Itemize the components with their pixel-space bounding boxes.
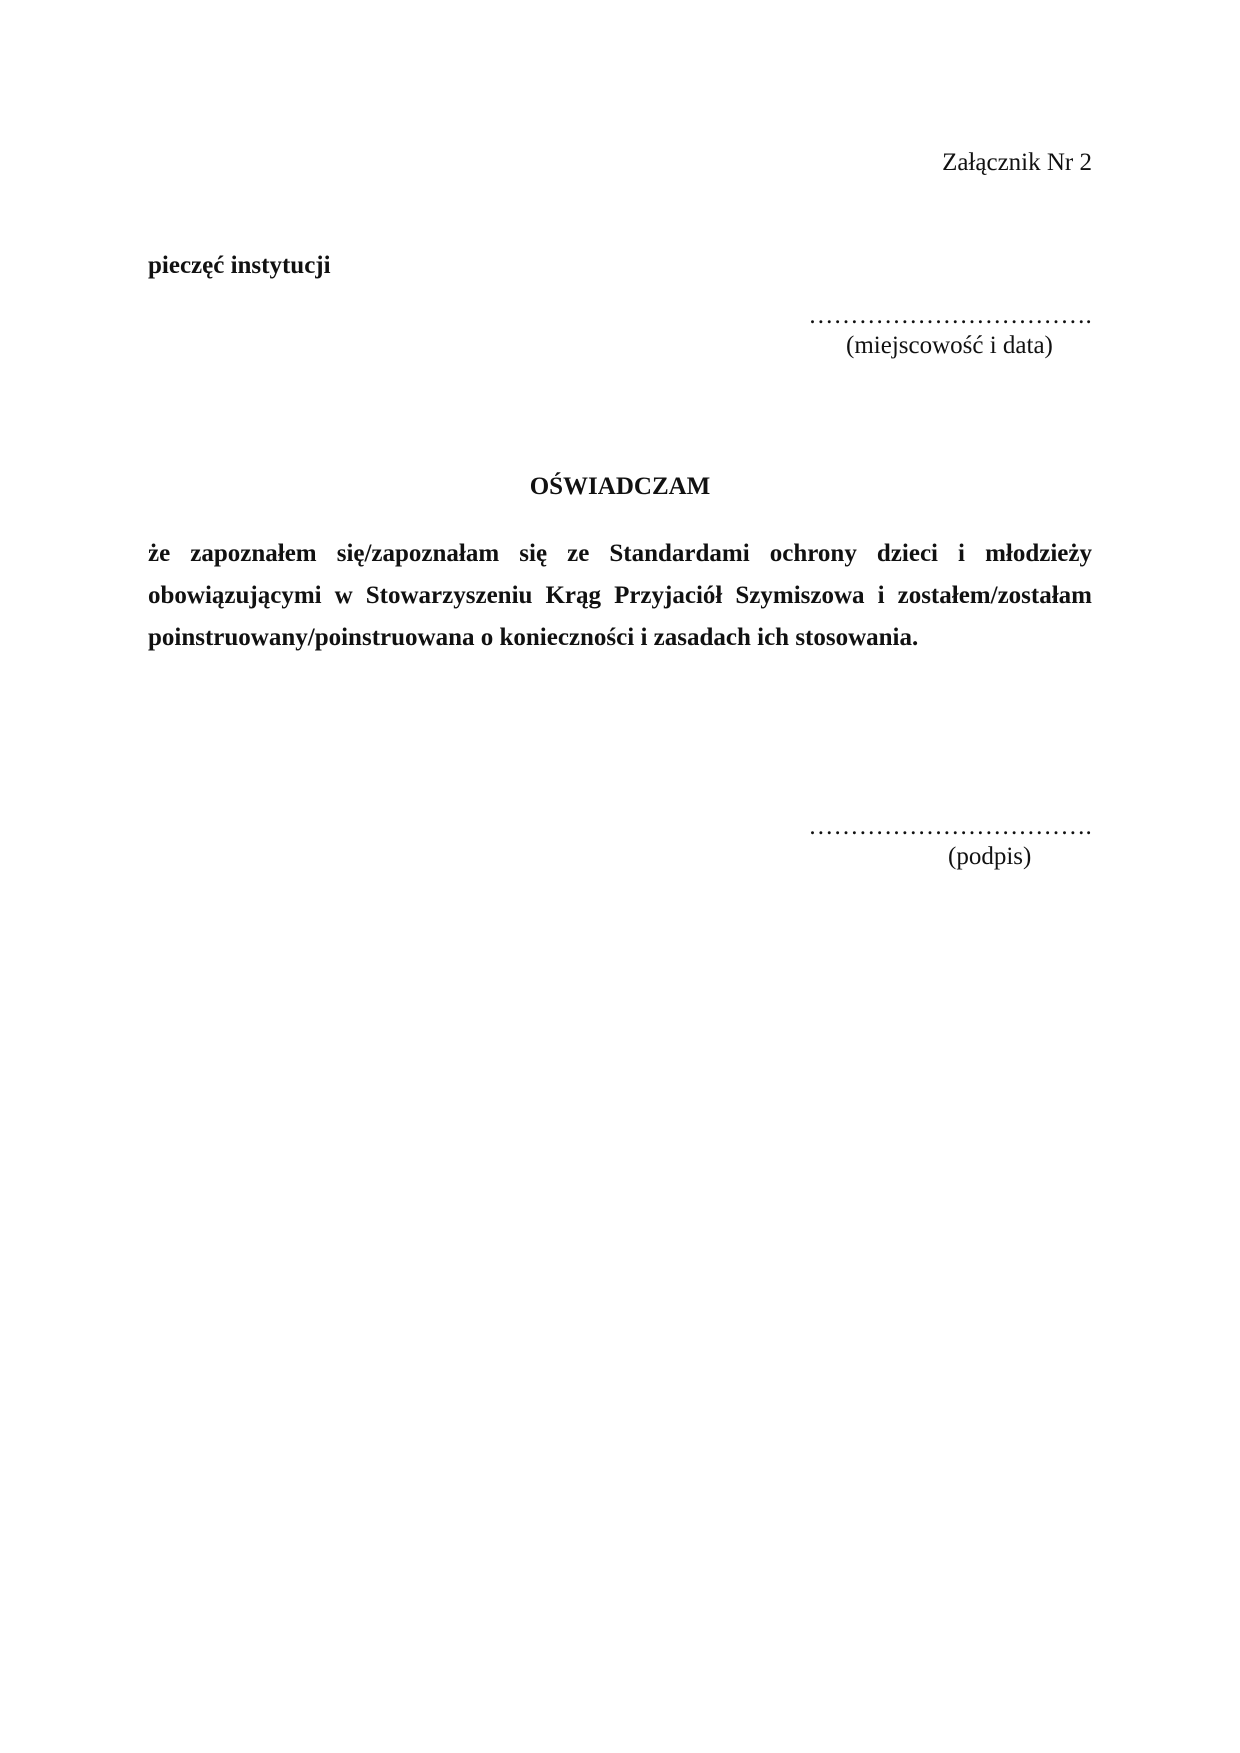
attachment-label: Załącznik Nr 2 — [942, 149, 1092, 176]
place-date-block — [802, 301, 1092, 361]
signature-block — [802, 812, 1092, 872]
statement-paragraph: że zapoznałem się/zapoznałam się ze Standardami ochrony dzieci i młodzieży obowiązującymi w Stowarzyszeniu Krąg Przyjaciół Szymiszowa i zostałem/zostałam poinstruowany/poinstruowana o konieczności i zasadach ich stosowania. — [148, 540, 1092, 651]
institution-stamp-label: pieczęć instytucji — [148, 252, 331, 279]
document-heading: OŚWIADCZAM — [529, 473, 711, 500]
place-date-caption: (miejscowość i data) — [846, 332, 1053, 359]
signature-dotted-line: ……………………………. — [808, 813, 1092, 840]
signature-caption: (podpis) — [948, 843, 1032, 870]
place-date-dotted-line: ……………………………. — [808, 302, 1092, 329]
